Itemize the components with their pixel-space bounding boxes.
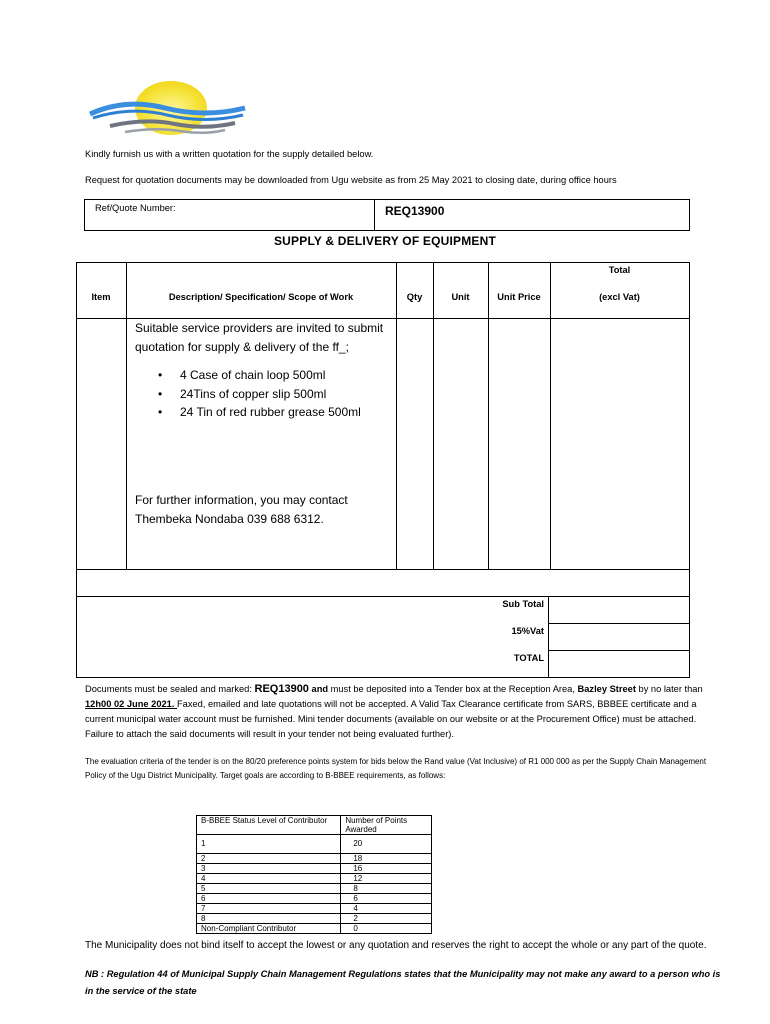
items-list: [140, 366, 361, 422]
intro-line-2: Request for quotation documents may be downloaded from Ugu website as from 25 May 2021 to closing date, during office hours: [85, 175, 617, 185]
evaluation-criteria: The evaluation criteria of the tender is on the 80/20 preference points system for bids below the Rand value (Vat Inclusive) of R1 000 000 as per the Supply Chain Management Policy of the Ugu District Municipality. Target goals are according to B-BBEE requirements, as follows:: [85, 757, 707, 780]
table-header-row: B-BBEE Status Level of Contributor Number of Points Awarded: [197, 816, 432, 835]
list-item: • 4 Case of chain loop 500ml: [158, 368, 326, 382]
table-row: 6 6: [197, 894, 432, 904]
description-intro-line-2: quotation for supply & delivery of the ff_;: [135, 340, 349, 354]
header-unit: Unit: [451, 292, 470, 302]
sub-total-label: Sub Total: [502, 599, 544, 609]
table-row: 2 18: [197, 854, 432, 864]
description-intro: [135, 319, 383, 357]
header-item: Item: [91, 292, 111, 302]
description-intro-line-1: Suitable service providers are invited to submit: [135, 321, 384, 335]
vat-label: 15%Vat: [511, 626, 544, 636]
list-item: • 24Tins of copper slip 500ml: [158, 386, 327, 401]
ref-quote-box: [84, 199, 690, 231]
list-item: • 24 Tin of red rubber grease 500ml: [158, 405, 361, 419]
table-row: 1 20: [197, 835, 432, 854]
disclaimer: The Municipality does not bind itself to accept the lowest or any quotation and reserves the right to accept the whole or any part of the quote.: [85, 940, 707, 951]
total-label: TOTAL: [513, 653, 544, 663]
ref-label: Ref/Quote Number:: [95, 203, 176, 213]
header-total: Total: [608, 265, 631, 275]
contact-line-1: For further information, you may contact: [135, 493, 348, 507]
header-unit-price: Unit Price: [497, 292, 541, 302]
header-total-excl-vat: (excl Vat): [599, 292, 640, 302]
table-row: Non-Compliant Contributor 0: [197, 924, 432, 934]
sealed-instructions: Documents must be sealed and marked: REQ13900 and must be deposited into a Tender box at the Reception Area, Bazley Street by no later than 12h00 02 June 2021. Faxed, emailed and late quotations will not be accepted. A Valid Tax Clearance certificate from SARS, BBBEE certificate and a current municipal water account must be furnished. Mini tender documents (available on our website or at the Procurement Office) must be attached. Failure to attach the said documents will result in your tender not being evaluated further).: [85, 683, 703, 739]
header-qty: Qty: [406, 292, 423, 302]
table-row: 5 8: [197, 884, 432, 894]
contact-line-2: Thembeka Nondaba 039 688 6312.: [135, 512, 324, 526]
table-row: 7 4: [197, 904, 432, 914]
intro-line-1: Kindly furnish us with a written quotation for the supply detailed below.: [85, 149, 374, 159]
bbbee-table: [196, 815, 432, 934]
table-row: 3 16: [197, 864, 432, 874]
section-title: SUPPLY & DELIVERY OF EQUIPMENT: [273, 234, 497, 248]
table-row: 4 12: [197, 874, 432, 884]
contact-info: [135, 491, 348, 529]
ref-value: REQ13900: [385, 204, 445, 218]
municipality-logo: [85, 78, 250, 138]
header-description: Description/ Specification/ Scope of Work: [168, 292, 354, 302]
nb-note: NB : Regulation 44 of Municipal Supply Chain Management Regulations states that the Municipality may not make any award to a person who is in the service of the state: [85, 969, 721, 996]
table-row: 8 2: [197, 914, 432, 924]
